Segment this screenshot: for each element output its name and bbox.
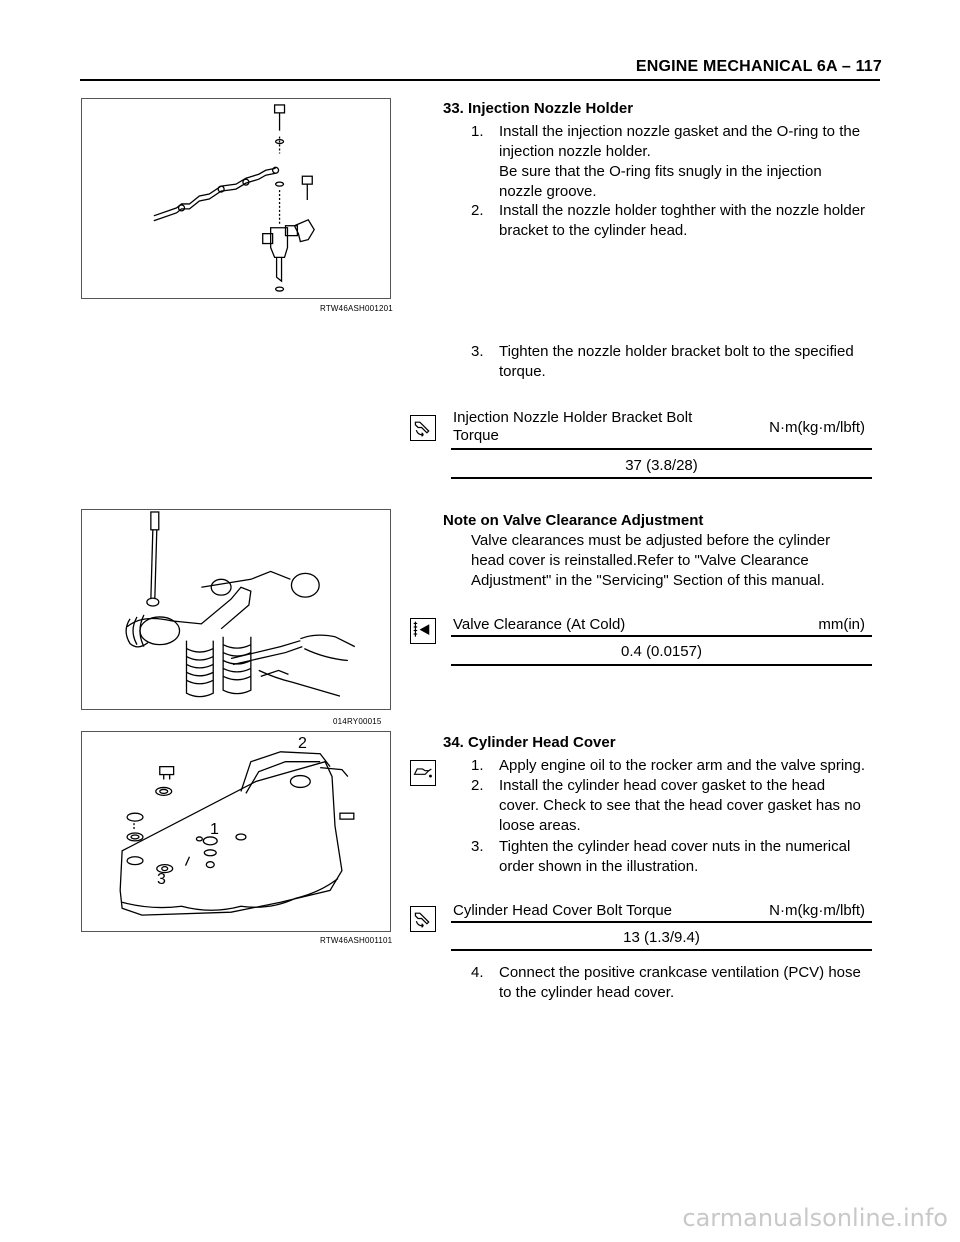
cover-torque-rule-bottom — [451, 949, 872, 951]
step-text-line: Apply engine oil to the rocker arm and the valve spring. — [499, 757, 866, 774]
figure-2-id: 014RY00015 — [333, 717, 382, 726]
section-34-step-3 — [471, 837, 891, 877]
step-text-line: Be sure that the O-ring fits snugly in the injection — [499, 163, 822, 180]
step-text-line: to the cylinder head cover. — [499, 984, 675, 1001]
valve-clearance-value: 0.4 (0.0157) — [621, 643, 702, 660]
cover-torque-rule-top — [451, 921, 872, 923]
section-33-title: 33. Injection Nozzle Holder — [443, 100, 634, 117]
section-33-step-2 — [471, 201, 891, 241]
step-number: 1. — [471, 757, 484, 774]
step-text-line: Tighten the nozzle holder bracket bolt to the specified — [499, 343, 854, 360]
step-text-line: order shown in the illustration. — [499, 858, 699, 875]
figure-1-id: RTW46ASH001201 — [320, 304, 393, 313]
torque-wrench-icon — [410, 415, 436, 441]
step-text-line: nozzle groove. — [499, 183, 597, 200]
section-34-step-1 — [471, 756, 891, 776]
step-text-line: Install the cylinder head cover gasket to the head — [499, 777, 826, 794]
cover-torque-label: Cylinder Head Cover Bolt Torque — [453, 902, 673, 919]
feeler-gauge-icon — [410, 618, 436, 644]
section-33-step-3 — [471, 342, 891, 382]
page-header-title: ENGINE MECHANICAL 6A – 117 — [635, 58, 882, 75]
note-text-line: Valve clearances must be adjusted before the cylinder — [471, 532, 831, 549]
spec-33-rule-bottom — [451, 477, 872, 479]
spec-33-label — [453, 409, 733, 445]
step-text-line: cover. Check to see that the head cover gasket has no — [499, 797, 861, 814]
cover-torque-value: 13 (1.3/9.4) — [623, 929, 700, 946]
spec-33-rule-top — [451, 448, 872, 450]
note-body — [471, 531, 891, 591]
step-text-line: Connect the positive crankcase ventilation (PCV) hose — [499, 964, 861, 981]
valve-clearance-unit: mm(in) — [818, 616, 865, 633]
cylinder-head-cover-illustration — [82, 732, 390, 931]
section-33-step-1 — [471, 122, 891, 202]
step-text-line: Install the nozzle holder toghther with the nozzle holder — [499, 202, 866, 219]
header-rule — [80, 79, 880, 81]
step-text-line: Install the injection nozzle gasket and the O-ring to the — [499, 123, 861, 140]
figure-injection-nozzle — [81, 98, 391, 299]
injection-nozzle-illustration — [82, 99, 390, 298]
callout-1: 1 — [210, 821, 219, 838]
step-text-line: loose areas. — [499, 817, 581, 834]
figure-3-id: RTW46ASH001101 — [320, 936, 393, 945]
watermark: carmanualsonline.info — [682, 1204, 948, 1232]
step-number: 2. — [471, 202, 484, 219]
section-34-title: 34. Cylinder Head Cover — [443, 734, 616, 751]
oil-can-icon — [410, 760, 436, 786]
valve-clearance-rule-top — [451, 635, 872, 637]
step-number: 1. — [471, 123, 484, 140]
step-number: 4. — [471, 964, 484, 981]
note-text-line: Adjustment" in the "Servicing" Section of this manual. — [471, 572, 825, 589]
spec-label-line: Torque — [453, 427, 499, 444]
step-number: 3. — [471, 343, 484, 360]
figure-cylinder-head-cover — [81, 731, 391, 932]
section-34-step-4 — [471, 963, 891, 1003]
callout-2: 2 — [298, 735, 307, 752]
figure-valve-clearance — [81, 509, 391, 710]
cover-torque-unit: N·m(kg·m/lbft) — [769, 902, 865, 919]
spec-33-unit: N·m(kg·m/lbft) — [769, 419, 865, 436]
valve-clearance-illustration — [82, 510, 390, 709]
note-text-line: head cover is reinstalled.Refer to "Valve Clearance — [471, 552, 809, 569]
step-text-line: injection nozzle holder. — [499, 143, 651, 160]
step-text-line: Tighten the cylinder head cover nuts in the numerical — [499, 838, 851, 855]
valve-clearance-rule-bottom — [451, 664, 872, 666]
torque-wrench-icon — [410, 906, 436, 932]
spec-33-value: 37 (3.8/28) — [625, 457, 698, 474]
callout-3: 3 — [157, 871, 166, 888]
step-number: 3. — [471, 838, 484, 855]
section-34-step-2 — [471, 776, 891, 836]
step-text-line: torque. — [499, 363, 546, 380]
step-number: 2. — [471, 777, 484, 794]
valve-clearance-label: Valve Clearance (At Cold) — [453, 616, 626, 633]
spec-label-line: Injection Nozzle Holder Bracket Bolt — [453, 409, 693, 426]
note-title: Note on Valve Clearance Adjustment — [443, 512, 704, 529]
step-text-line: bracket to the cylinder head. — [499, 222, 688, 239]
